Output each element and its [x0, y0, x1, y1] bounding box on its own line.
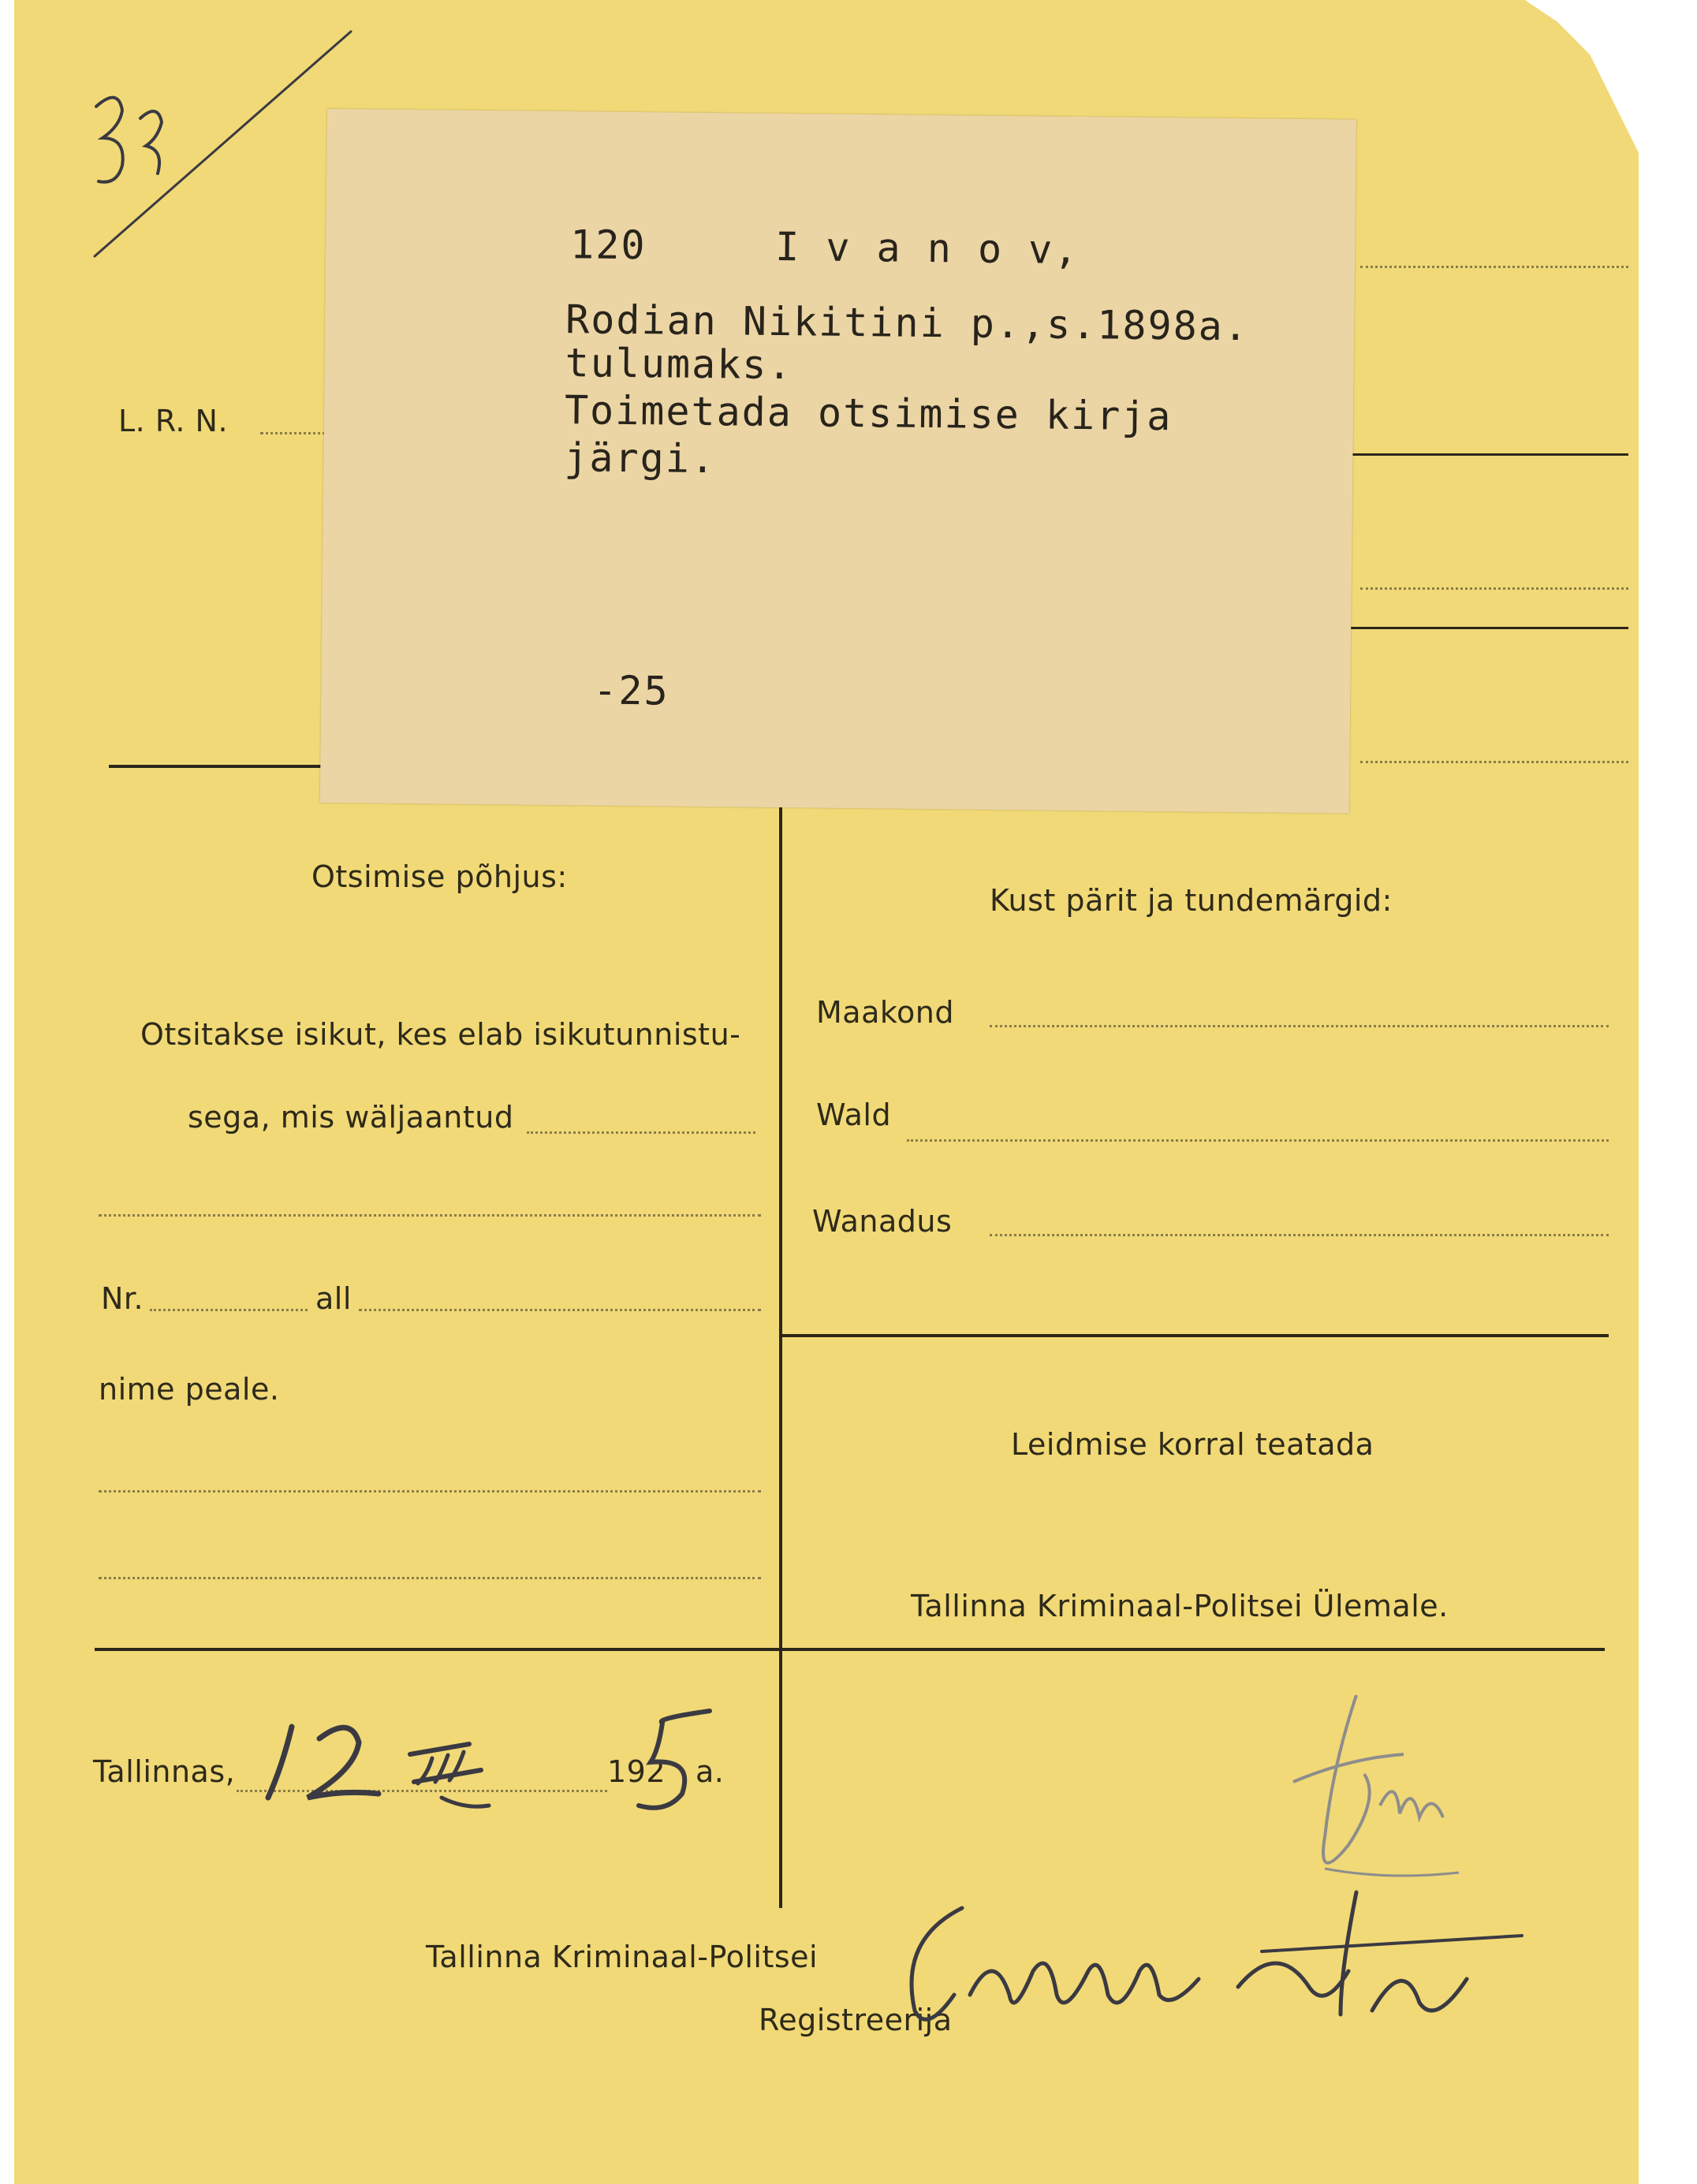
name-label: nime peale. [99, 1372, 280, 1407]
year-suffix: a. [696, 1754, 725, 1789]
county-label: Maakond [816, 995, 954, 1030]
slip-line-4: järgi. [564, 434, 717, 483]
origin-heading: Kust pärit ja tundemärgid: [990, 883, 1393, 918]
upper-rule-1 [1348, 453, 1628, 456]
pasted-typed-slip [320, 109, 1356, 814]
column-divider [779, 769, 782, 1908]
notify-text: Leidmise korral teatada [1011, 1427, 1374, 1462]
ink-signature [867, 1877, 1577, 2082]
issued-by-field-line-2 [99, 1214, 761, 1217]
parish-field-line [907, 1139, 1609, 1142]
slip-number: 120 [569, 222, 647, 269]
upper-field-line-2 [1360, 587, 1628, 590]
footer-org: Tallinna Kriminaal-Politsei [426, 1940, 819, 1974]
slip-line-1: Rodian Nikitini p.,s.1898a. [565, 296, 1250, 350]
all-label: all [315, 1281, 352, 1316]
search-reason-heading: Otsimise põhjus: [311, 859, 568, 894]
right-mid-rule [781, 1334, 1609, 1337]
year-prefix: 192 [607, 1754, 666, 1789]
lrn-label: L. R. N. [118, 404, 229, 438]
county-field-line [990, 1025, 1609, 1027]
parish-label: Wald [816, 1098, 892, 1132]
slip-surname: I v a n o v, [774, 223, 1080, 273]
all-field-line [359, 1309, 761, 1311]
footer-role: Registreerija [759, 2003, 953, 2037]
search-reason-text-1: Otsitakse isikut, kes elab isikutunnistu- [140, 1017, 741, 1052]
nr-field-line [150, 1309, 308, 1311]
slip-line-2: tulumaks. [565, 340, 793, 389]
slip-line-3: Toimetada otsimise kirja [564, 387, 1173, 440]
name-field-line-1 [99, 1490, 761, 1493]
place-label: Tallinnas, [93, 1754, 236, 1789]
upper-field-line-3 [1360, 761, 1628, 763]
upper-field-line-1 [1360, 266, 1628, 268]
slip-footer-number: -25 [592, 667, 669, 714]
age-label: Wanadus [812, 1204, 953, 1239]
table-bottom-rule [95, 1648, 1605, 1651]
handwritten-date [252, 1695, 757, 1821]
issued-by-field-line [527, 1131, 755, 1134]
upper-rule-2 [1348, 627, 1628, 629]
age-field-line [990, 1234, 1609, 1236]
notify-recipient: Tallinna Kriminaal-Politsei Ülemale. [911, 1589, 1449, 1623]
nr-label: Nr. [101, 1281, 144, 1316]
corner-note-handwriting [79, 20, 363, 272]
name-field-line-2 [99, 1577, 761, 1579]
search-reason-text-2: sega, mis wäljaantud [188, 1100, 514, 1135]
